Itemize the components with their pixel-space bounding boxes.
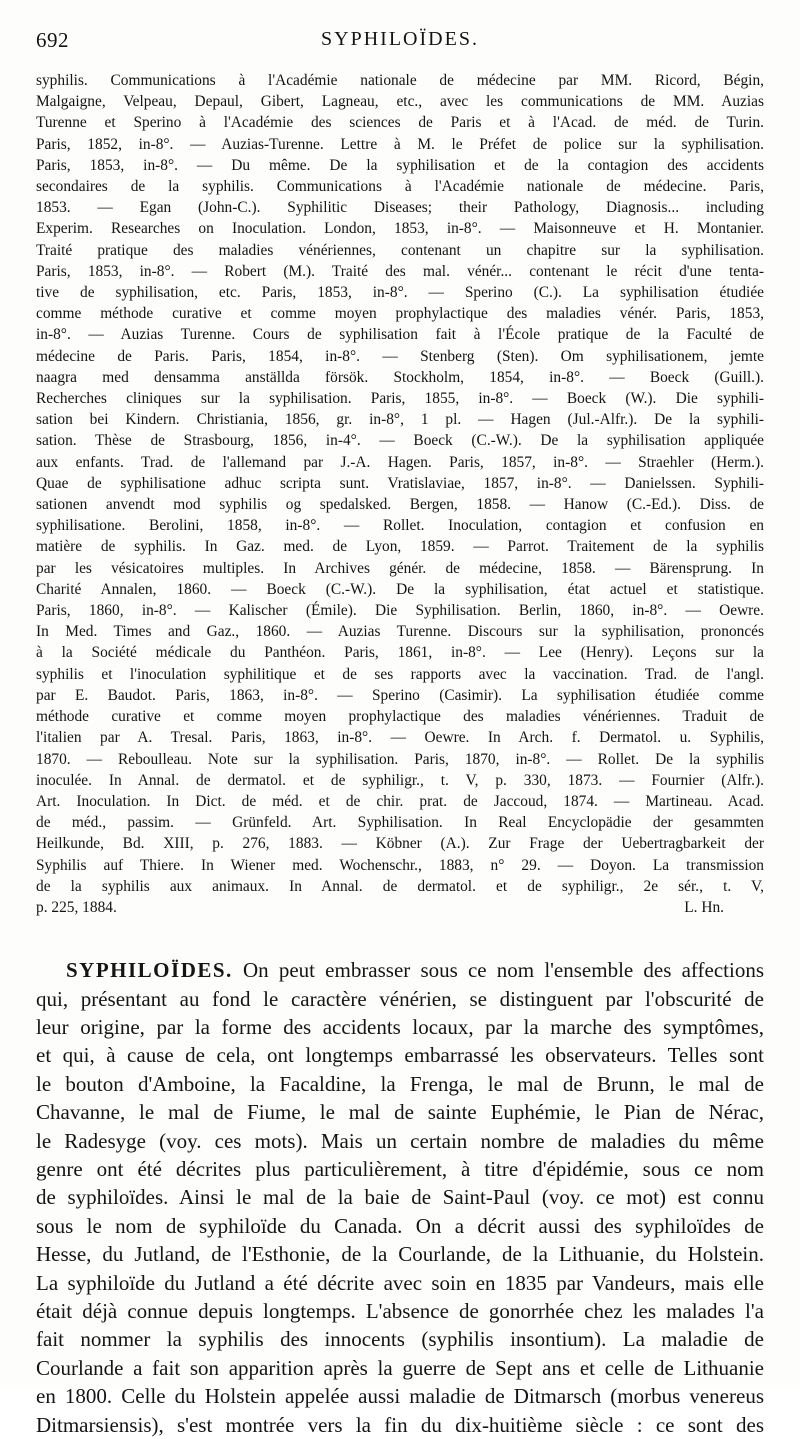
bibliography-line: naagra med densamma anställda försök. Stockholm, 1854, in-8°. — Boeck (Guill.).: [36, 368, 764, 386]
article-line: leur origine, par la forme des accidents locaux, par la marche des symptômes,: [36, 1014, 764, 1039]
headword: SYPHILOÏDES.: [66, 958, 233, 983]
bibliography-line: Paris, 1853, in-8°. — Du même. De la syphilisation et de la contagion des accidents: [36, 156, 764, 174]
article-line: le bouton d'Amboine, la Facaldine, la Frenga, le mal de Brunn, le mal de: [36, 1071, 764, 1096]
article-line: de syphiloïdes. Ainsi le mal de la baie de Saint-Paul (voy. ce mot) est connu: [36, 1185, 764, 1210]
bibliography-line: 1853. — Egan (John-C.). Syphilitic Diseases; their Pathology, Diagnosis... including: [36, 199, 764, 217]
article-line: La syphiloïde du Jutland a été décrite avec soin en 1835 par Vandeurs, mais elle: [36, 1270, 764, 1295]
bibliography-line: Paris, 1852, in-8°. — Auzias-Turenne. Lettre à M. le Préfet de police sur la syphilisation.: [36, 135, 764, 153]
page-number: 692: [36, 28, 69, 52]
bibliography-line: par les vésicatoires multiples. In Archives génér. de médecine, 1858. — Bärensprung. In: [36, 559, 764, 577]
bibliography-last-line: p. 225, 1884.: [36, 898, 117, 916]
article-line: en 1800. Celle du Holstein appelée aussi maladie de Ditmarsch (morbus venereus: [36, 1384, 764, 1409]
bibliography-line: sation bei Kindern. Christiania, 1856, gr. in-8°, 1 pl. — Hagen (Jul.-Alfr.). De la syphili-: [36, 411, 764, 429]
bibliography-line: Paris, 1853, in-8°. — Robert (M.). Traité des mal. vénér... contenant le récit d'une tenta-: [36, 262, 764, 280]
bibliography-line: sationen anvendt mod syphilis og spedalsked. Bergen, 1858. — Hanow (C.-Ed.). Diss. de: [36, 496, 764, 514]
bibliography-line: aux enfants. Trad. de l'allemand par J.-A. Hagen. Paris, 1857, in-8°. — Straehler (Herm.).: [36, 453, 764, 471]
bibliography-line: in-8°. — Auzias Turenne. Cours de syphilisation fait à l'École pratique de la Faculté de: [36, 326, 764, 344]
article-line: fait nommer la syphilis des innocents (syphilis insontium). La maladie de: [36, 1327, 764, 1352]
article-line: Hesse, du Jutland, de l'Esthonie, de la Courlande, de la Lithuanie, du Holstein.: [36, 1242, 764, 1267]
article-first-line-text: On peut embrasser sous ce nom l'ensemble des affections: [242, 958, 764, 983]
article-line: le Radesyge (voy. ces mots). Mais un certain nombre de maladies du même: [36, 1128, 764, 1153]
bibliography-line: Experim. Researches on Inoculation. London, 1853, in-8°. — Maisonneuve et H. Montanier.: [36, 220, 764, 238]
bibliography-line: l'italien par A. Tresal. Paris, 1863, in-8°. — Oewre. In Arch. f. Dermatol. u. Syphilis,: [36, 729, 764, 747]
article-line: était déjà connue depuis longtemps. L'absence de gonorrhée chez les malades l'a: [36, 1299, 764, 1323]
bibliography-line: Malgaigne, Velpeau, Depaul, Gibert, Lagneau, etc., avec les communications de MM. Auzias: [36, 93, 764, 111]
bibliography-line: sation. Thèse de Strasbourg, 1856, in-4°. — Boeck (C.-W.). De la syphilisation appliquée: [36, 432, 764, 450]
bibliography-line: Turenne et Sperino à l'Académie des sciences de Paris et à l'Acad. de méd. de Turin.: [36, 114, 764, 132]
bibliography-line: Paris, 1860, in-8°. — Kalischer (Émile). Die Syphilisation. Berlin, 1860, in-8°. — Oewre.: [36, 602, 764, 620]
bibliography-line: méthode curative et comme moyen prophylactique des maladies vénériennes. Traduit de: [36, 708, 764, 726]
running-head: SYPHILOÏDES.: [321, 28, 479, 50]
bibliography-line: Art. Inoculation. In Dict. de méd. et de chir. prat. de Jaccoud, 1874. — Martineau. Acad.: [36, 792, 764, 810]
bibliography-line: Syphilis auf Thiere. In Wiener med. Wochenschr., 1883, n° 29. — Doyon. La transmission: [36, 856, 764, 874]
author-signature: L. Hn.: [684, 898, 724, 916]
bibliography-line: tive de syphilisation, etc. Paris, 1853, in-8°. — Sperino (C.). La syphilisation étudiée: [36, 284, 764, 302]
bibliography-last-line-row: [36, 897, 764, 918]
bibliography-line: secondaires de la syphilis. Communications à l'Académie nationale de médecine. Paris,: [36, 178, 764, 196]
bibliography-line: syphilisatione. Berolini, 1858, in-8°. — Rollet. Inoculation, contagion et confusion en: [36, 517, 764, 535]
article-body: [36, 956, 764, 1439]
bibliography-line: matière de syphilis. In Gaz. med. de Lyon, 1859. — Parrot. Traitement de la syphilis: [36, 538, 764, 556]
article-line: et qui, à cause de cela, ont longtemps embarrassé les observateurs. Telles sont: [36, 1043, 764, 1068]
bibliography-line: 1870. — Reboulleau. Note sur la syphilisation. Paris, 1870, in-8°. — Rollet. De la syphilis: [36, 750, 764, 768]
bibliography-line: de méd., passim. — Grünfeld. Art. Syphilisation. In Real Encyclopädie der gesammten: [36, 814, 764, 832]
bibliography-line: Quae de syphilisatione adhuc scripta sunt. Vratislaviae, 1857, in-8°. — Danielssen. Syphili-: [36, 474, 764, 492]
article-line: Ditmarsiensis), s'est montrée vers la fin du dix-huitième siècle : ce sont des: [36, 1412, 764, 1437]
bibliography-line: syphilis. Communications à l'Académie nationale de médecine par MM. Ricord, Bégin,: [36, 72, 764, 89]
bibliography-line: Recherches cliniques sur la syphilisation. Paris, 1855, in-8°. — Boeck (W.). Die syphili-: [36, 390, 764, 408]
bibliography-line: Traité pratique des maladies vénériennes, contenant un chapitre sur la syphilisation.: [36, 241, 764, 259]
bibliography-line: à la Société médicale du Panthéon. Paris, 1861, in-8°. — Lee (Henry). Leçons sur la: [36, 644, 764, 662]
bibliography-line: comme méthode curative et comme moyen prophylactique des maladies vénér. Paris, 1853,: [36, 305, 764, 323]
bibliography-line: par E. Baudot. Paris, 1863, in-8°. — Sperino (Casimir). La syphilisation étudiée comme: [36, 686, 764, 704]
bibliography-line: inoculée. In Annal. de dermatol. et de syphiligr., t. V, p. 330, 1873. — Fournier (Alfr.).: [36, 771, 764, 789]
bibliography-line: médecine de Paris. Paris, 1854, in-8°. — Stenberg (Sten). Om syphilisationem, jemte: [36, 347, 764, 365]
bibliography: [36, 70, 764, 918]
page-header: [36, 28, 764, 62]
article-line: genre ont été décrites plus particulièrement, à titre d'épidémie, sous ce nom: [36, 1156, 764, 1181]
bibliography-line: de la syphilis aux animaux. In Annal. de dermatol. et de syphiligr., 2e sér., t. V,: [36, 877, 764, 895]
bibliography-line: Heilkunde, Bd. XIII, p. 276, 1883. — Köbner (A.). Zur Frage der Uebertragbarkeit der: [36, 835, 764, 853]
bibliography-line: syphilis et l'inoculation syphilitique et de ses rapports avec la vaccination. Trad. de l'angl.: [36, 665, 764, 683]
article-line: Courlande a fait son apparition après la guerre de Sept ans et celle de Lithuanie: [36, 1355, 764, 1380]
article-line: sous le nom de syphiloïde du Canada. On a décrit aussi des syphiloïdes de: [36, 1213, 764, 1238]
article-line: Chavanne, le mal de Fiume, le mal de sainte Euphémie, le Pian de Nérac,: [36, 1100, 764, 1125]
article-first-line: [36, 956, 764, 984]
bibliography-line: In Med. Times and Gaz., 1860. — Auzias Turenne. Discours sur la syphilisation, prononcés: [36, 623, 764, 641]
article-line: qui, présentant au fond le caractère vénérien, se distinguent par l'obscurité de: [36, 986, 764, 1011]
bibliography-line: Charité Annalen, 1860. — Boeck (C.-W.). De la syphilisation, état actuel et statistique.: [36, 580, 764, 598]
